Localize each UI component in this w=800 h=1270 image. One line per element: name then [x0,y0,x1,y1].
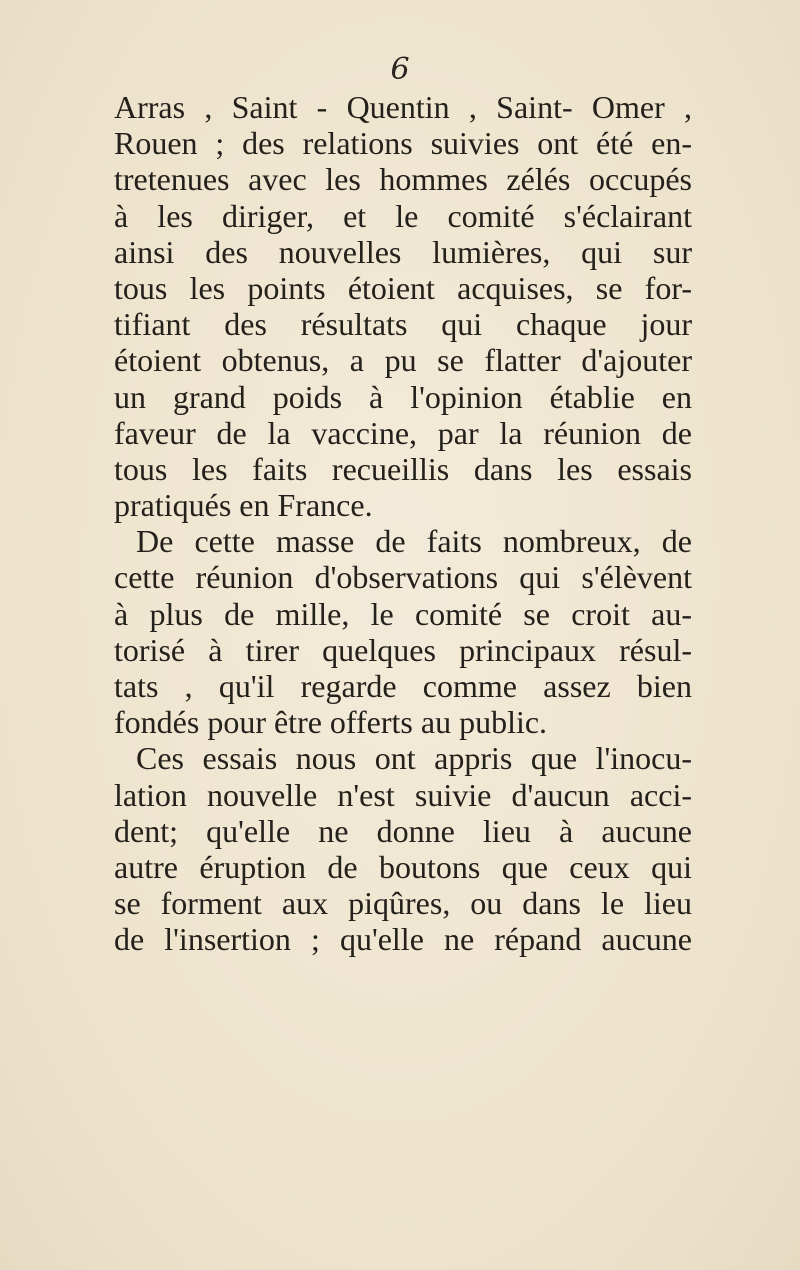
text-line: fondés pour être offerts au public. [114,704,548,741]
text-line: à les diriger, et le comité s'éclairant [114,197,692,234]
text-line: torisé à tirer quelques principaux résul- [114,631,692,668]
text-line: de l'insertion ; qu'elle ne répand aucune [114,921,692,958]
text-line: faveur de la vaccine, par la réunion de [114,414,692,451]
text-line: tats , qu'il regarde comme assez bien [114,668,692,704]
text-line: étoient obtenus, a pu se flatter d'ajouter [114,342,692,379]
text-line: pratiqués en France. [114,487,373,524]
text-line: à plus de mille, le comité se croit au- [114,595,692,632]
text-line: Ces essais nous ont appris que l'inocu- [136,740,692,777]
text-line: lation nouvelle n'est suivie d'aucun acci- [114,776,692,813]
text-line: tous les faits recueillis dans les essais [114,450,692,487]
text-line: Arras , Saint - Quentin , Saint- Omer , [114,89,692,125]
text-line: autre éruption de boutons que ceux qui [114,848,692,885]
body-text [114,89,692,958]
text-line: ainsi des nouvelles lumières, qui sur [114,233,692,270]
text-line: dent; qu'elle ne donne lieu à aucune [114,812,692,849]
text-line: cette réunion d'observations qui s'élèvent [114,559,692,596]
text-line: se forment aux piqûres, ou dans le lieu [114,885,692,922]
text-line: tifiant des résultats qui chaque jour [114,306,692,343]
text-line: un grand poids à l'opinion établie en [114,378,692,415]
text-line: Rouen ; des relations suivies ont été en- [114,125,692,162]
text-line: De cette masse de faits nombreux, de [136,523,692,560]
text-line: tous les points étoient acquises, se for- [114,269,692,306]
page-number: 6 [390,52,410,87]
text-line: tretenues avec les hommes zélés occupés [114,161,692,198]
